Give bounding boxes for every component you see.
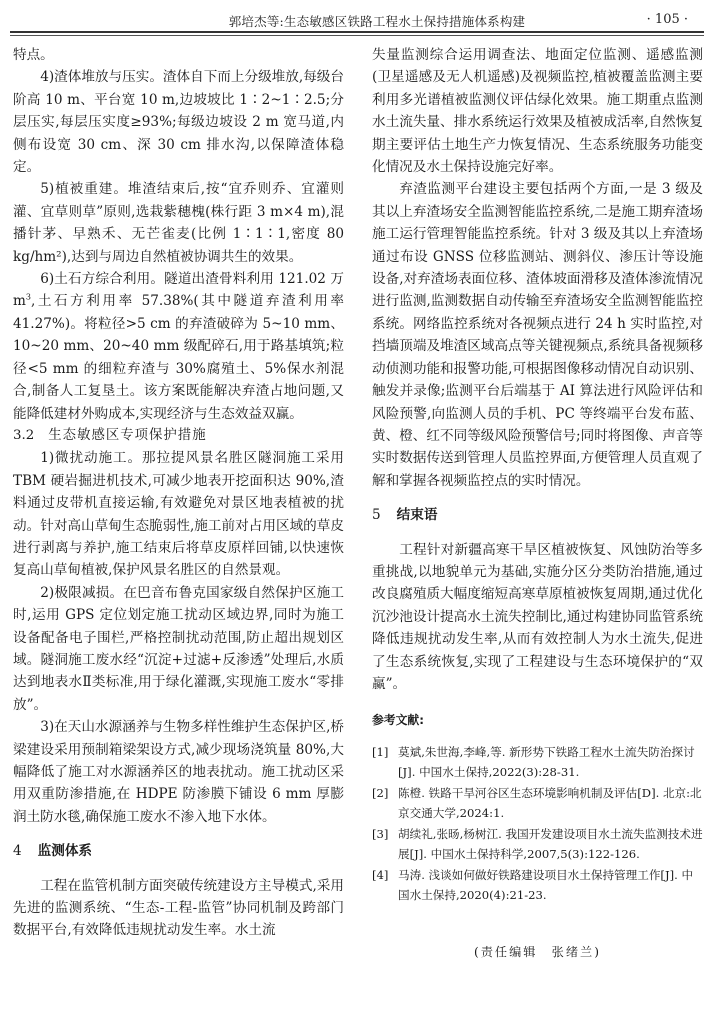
- reference-tag: [4]: [372, 867, 389, 882]
- section-number: 4: [13, 843, 22, 860]
- responsible-editor: (责任编辑 张绪兰): [473, 944, 601, 959]
- section-heading-5: [372, 504, 703, 526]
- reference-tag: [3]: [372, 826, 389, 841]
- paragraph: 工程针对新疆高寒干旱区植被恢复、风蚀防治等多重挑战,以地貌单元为基础,实施分区分类防治措施,通过改良腐殖质大幅度缩短高寒草原植被恢复周期,通过优化沉沙池设计提高水土流失控制比,通过构建协同监管系统降低违规扰动发生率,从而有效控制人为水土流失,促进了生态系统恢复,实现了工程建设与生态环境保护的“双赢”。: [372, 541, 703, 692]
- reference-text: 莫斌,朱世海,李峰,等. 新形势下铁路工程水土流失防治探讨[J]. 中国水土保持,2022(3):28-31.: [398, 744, 695, 779]
- paragraph-text: ,土石方利用率 57.38%(其中隧道弃渣利用率 41.27%)。将粒径>5 cm 的弃渣破碎为 5~10 mm、10~20 mm、20~40 mm 级配碎石,用于路基填筑;粒径<5 mm 的细粒弃渣与 30%腐殖土、5%保水剂混合,制备人工复垦土。该方案既能解决弃渣占地问题,又能降低建材外购成本,实现经济与生态效益双赢。: [13, 293, 344, 422]
- paragraph-text: 6)土石方综合利用。隧道出渣骨料利用 121.02 万 m: [13, 271, 344, 310]
- reference-item: [372, 742, 703, 782]
- paragraph: 4)渣体堆放与压实。渣体自下而上分级堆放,每级台阶高 10 m、平台宽 10 m,边坡坡比 1∶2~1∶2.5;分层压实,每层压实度≥93%;每级边坡设 2 m 宽马道,内侧布设宽 30 cm、深 30 cm 排水沟,以保障渣体稳定。: [13, 69, 344, 176]
- reference-text: 陈橙. 铁路干旱河谷区生态环境影响机制及评估[D]. 北京:北京交通大学,2024:1.: [398, 785, 702, 820]
- paragraph: 2)极限减损。在巴音布鲁克国家级自然保护区施工时,运用 GPS 定位划定施工扰动区域边界,同时为施工设备配备电子围栏,严格控制扰动范围,防止超出规划区域。隧洞施工废水经“沉淀+过滤+反渗透”处理后,水质达到地表水Ⅱ类标准,用于绿化灌溉,实现施工废水“零排放”。: [13, 584, 344, 713]
- reference-item: [372, 865, 703, 905]
- section-heading-3-2: [13, 425, 344, 447]
- paragraph: 5)植被重建。堆渣结束后,按“宜乔则乔、宜灌则灌、宜草则草”原则,选栽紫穗槐(株行距 3 m×4 m),混播针茅、早熟禾、无芒雀麦(比例 1∶1∶1,密度 80 kg/hm²),达到与周边自然植被协调共生的效果。: [13, 181, 344, 265]
- references-title: 参考文献:: [372, 713, 424, 728]
- reference-text: 马涛. 浅谈如何做好铁路建设项目水土保持管理工作[J]. 中国水土保持,2020(4):21-23.: [398, 867, 694, 902]
- section-title: 结束语: [396, 507, 438, 524]
- section-heading-4: [13, 840, 344, 862]
- section-title: 生态敏感区专项保护措施: [48, 427, 207, 443]
- paragraph: 工程在监管机制方面突破传统建设方主导模式,采用先进的监测系统、“生态-工程-监管”协同机制及跨部门数据平台,有效降低违规扰动发生率。水土流: [13, 877, 344, 939]
- right-column: [372, 44, 703, 963]
- section-number: 3.2: [13, 427, 35, 443]
- running-title: [10, 12, 704, 30]
- paragraph: [13, 268, 344, 425]
- reference-text: 胡续礼,张旸,杨树江. 我国开发建设项目水土流失监测技术进展[J]. 中国水土保持科学,2007,5(3):122-126.: [398, 826, 703, 861]
- section-title: 监测体系: [37, 843, 93, 860]
- left-column: [13, 44, 344, 942]
- running-title-text: 郭培杰等:生态敏感区铁路工程水土保持措施体系构建: [228, 14, 526, 29]
- header-rule-thin: [10, 35, 704, 36]
- reference-item: [372, 824, 703, 864]
- superscript: 3: [25, 292, 31, 302]
- paragraph: 失量监测综合运用调查法、地面定位监测、遥感监测(卫星遥感及无人机遥感)及视频监控,植被覆盖监测主要利用多光谱植被监测仪评估绿化效果。施工期重点监测水土流失量、排水系统运行效果及植被成活率,自然恢复期主要评估土地生产力恢复情况、生态系统服务功能变化情况及水土保持设施完好率。: [372, 47, 703, 176]
- paragraph: 1)微扰动施工。那拉提风景名胜区隧洞施工采用 TBM 硬岩掘进机技术,可减少地表开挖面积达 90%,渣料通过皮带机直接运输,有效避免对景区地表植被的扰动。针对高山草甸生态脆弱性,施工前对占用区域的草皮进行剥离与养护,施工结束后将草皮原样回铺,以快速恢复高山草甸植被,保护风景名胜区的自然景观。: [13, 450, 344, 579]
- page-number: · 105 ·: [646, 12, 688, 27]
- reference-tag: [2]: [372, 785, 389, 800]
- reference-item: [372, 783, 703, 823]
- section-number: 5: [372, 507, 381, 524]
- paragraph: 弃渣监测平台建设主要包括两个方面,一是 3 级及其以上弃渣场安全监测智能监控系统,二是施工期弃渣场施工运行管理智能监控系统。针对 3 级及其以上弃渣场通过布设 GNSS 位移监测站、测斜仪、渗压计等设施设备,对弃渣场表面位移、渣体坡面滑移及渣体渗流情况进行监测,监测数据自动传输至弃渣场安全监测智能监控系统。网络监控系统对各视频点进行 24 h 实时监控,对挡墙顶端及堆渣区域高点等关键视频点,系统具备视频移动侦测功能和报警功能,可根据图像移动情况自动识别、触发并录像;监测平台后端基于 AI 算法进行风险评估和风险预警,向监测人员的手机、PC 等终端平台发布蓝、黄、橙、红不同等级风险预警信号;同时将图像、声音等实时数据传送到管理人员监控界面,方便管理人员直观了解和掌握各视频监控点的实时情况。: [372, 181, 703, 489]
- paragraph: 特点。: [13, 47, 54, 63]
- header-rule-thick: [10, 31, 704, 33]
- reference-tag: [1]: [372, 744, 389, 759]
- paragraph: 3)在天山水源涵养与生物多样性维护生态保护区,桥梁建设采用预制箱梁架设方式,减少现场浇筑量 80%,大幅降低了施工对水源涵养区的地表扰动。施工扰动区采用双重防渗措施,在 HDPE 防渗膜下铺设 6 mm 厚膨润土防水毯,确保施工废水不渗入地下水体。: [13, 719, 344, 825]
- reference-list: [372, 742, 703, 905]
